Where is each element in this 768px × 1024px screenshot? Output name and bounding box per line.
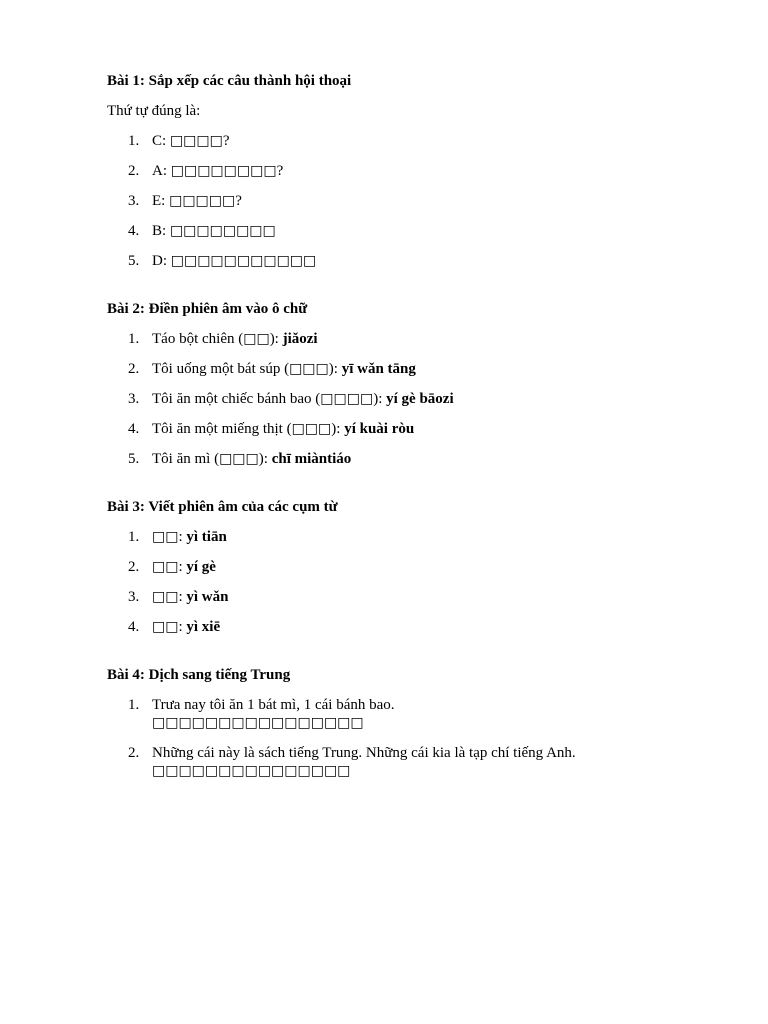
chinese-translation: □□□□□□□□□□□□□□□ xyxy=(152,762,351,779)
exercise-4-list xyxy=(107,696,707,780)
punctuation: ? xyxy=(222,133,230,149)
chinese-text: □□□ xyxy=(219,451,259,467)
chinese-translation: □□□□□□□□□□□□□□□□ xyxy=(152,715,364,731)
item-number: 5. xyxy=(128,451,140,467)
speaker-label: A: xyxy=(152,163,171,179)
exercise-3 xyxy=(107,498,707,636)
speaker-label: E: xyxy=(152,193,170,209)
prompt-text: Tôi ăn một miếng thịt ( xyxy=(152,421,292,437)
list-item xyxy=(107,222,707,240)
item-number: 4. xyxy=(128,421,140,437)
chinese-text: □□ xyxy=(152,559,179,575)
list-item xyxy=(107,420,707,438)
list-item xyxy=(107,528,707,546)
item-number: 2. xyxy=(128,559,140,575)
item-number: 2. xyxy=(128,744,140,761)
chinese-text: □□□□□□□□ xyxy=(170,163,277,179)
punctuation: ): xyxy=(373,391,387,407)
speaker-label: D: xyxy=(152,253,171,269)
item-number: 5. xyxy=(128,253,140,269)
item-number: 3. xyxy=(128,391,140,407)
punctuation: ): xyxy=(328,361,342,377)
item-number: 1. xyxy=(128,529,140,545)
pinyin-answer: yí kuài ròu xyxy=(344,421,415,437)
list-item xyxy=(107,360,707,378)
exercise-4 xyxy=(107,666,707,780)
item-number: 2. xyxy=(128,163,140,179)
chinese-text: □□ xyxy=(152,619,179,635)
punctuation: : xyxy=(178,559,187,575)
list-item xyxy=(107,132,707,150)
pinyin-answer: jiǎozi xyxy=(282,331,318,347)
list-item xyxy=(107,696,707,732)
punctuation: ): xyxy=(258,451,272,467)
list-item xyxy=(107,330,707,348)
punctuation: ): xyxy=(331,421,345,437)
punctuation: ? xyxy=(276,163,284,179)
pinyin-answer: yì tiān xyxy=(186,529,227,545)
chinese-text: □□□□ xyxy=(320,391,374,407)
exercise-1 xyxy=(107,72,707,270)
chinese-text: □□□□ xyxy=(169,133,223,149)
list-item xyxy=(107,162,707,180)
item-number: 2. xyxy=(128,361,140,377)
chinese-text: □□□ xyxy=(289,361,329,377)
chinese-text: □□ xyxy=(243,331,270,347)
pinyin-answer: yí gè bāozi xyxy=(386,391,454,407)
punctuation: : xyxy=(178,589,187,605)
exercise-2-list xyxy=(107,330,707,468)
exercise-2-title: Bài 2: Điền phiên âm vào ô chữ xyxy=(107,301,308,317)
list-item xyxy=(107,618,707,636)
speaker-label: B: xyxy=(152,223,170,239)
document-page xyxy=(107,72,707,792)
item-number: 4. xyxy=(128,619,140,635)
chinese-text: □□□□□□□□□□□ xyxy=(170,253,317,269)
exercise-1-list xyxy=(107,132,707,270)
exercise-1-title: Bài 1: Sắp xếp các câu thành hội thoại xyxy=(107,73,352,89)
pinyin-answer: yì xiē xyxy=(186,619,221,635)
punctuation: : xyxy=(178,529,187,545)
prompt-text: Tôi ăn mì ( xyxy=(152,451,220,467)
exercise-4-title: Bài 4: Dịch sang tiếng Trung xyxy=(107,667,291,683)
prompt-text: Tôi uống một bát súp ( xyxy=(152,361,290,377)
exercise-2 xyxy=(107,300,707,468)
list-item xyxy=(107,558,707,576)
pinyin-answer: yī wǎn tāng xyxy=(341,361,416,377)
list-item xyxy=(107,450,707,468)
pinyin-answer: chī miàntiáo xyxy=(271,451,352,467)
list-item xyxy=(107,588,707,606)
item-number: 1. xyxy=(128,331,140,347)
exercise-3-list xyxy=(107,528,707,636)
item-number: 3. xyxy=(128,589,140,605)
pinyin-answer: yì wǎn xyxy=(186,589,229,605)
chinese-text: □□□□□ xyxy=(169,193,236,209)
punctuation: : xyxy=(178,619,187,635)
chinese-text: □□□ xyxy=(291,421,332,437)
vietnamese-sentence: Trưa nay tôi ăn 1 bát mì, 1 cái bánh bao. xyxy=(152,697,395,713)
item-number: 4. xyxy=(128,223,140,239)
chinese-text: □□ xyxy=(152,589,179,605)
item-number: 3. xyxy=(128,193,140,209)
exercise-3-title: Bài 3: Viết phiên âm của các cụm từ xyxy=(107,499,338,515)
pinyin-answer: yí gè xyxy=(186,559,216,575)
list-item xyxy=(107,252,707,270)
item-number: 1. xyxy=(128,133,140,149)
list-item xyxy=(107,192,707,210)
list-item xyxy=(107,390,707,408)
vietnamese-sentence: Những cái này là sách tiếng Trung. Những cái kia là tạp chí tiếng Anh. xyxy=(152,744,576,761)
prompt-text: Táo bột chiên ( xyxy=(152,331,244,347)
exercise-1-intro: Thứ tự đúng là: xyxy=(107,103,201,119)
chinese-text: □□□□□□□□ xyxy=(169,223,276,239)
punctuation: ? xyxy=(235,193,242,209)
prompt-text: Tôi ăn một chiếc bánh bao ( xyxy=(152,391,321,407)
punctuation: ): xyxy=(269,331,283,347)
item-number: 1. xyxy=(128,697,140,713)
chinese-text: □□ xyxy=(152,529,179,545)
list-item xyxy=(107,744,707,780)
speaker-label: C: xyxy=(152,133,170,149)
